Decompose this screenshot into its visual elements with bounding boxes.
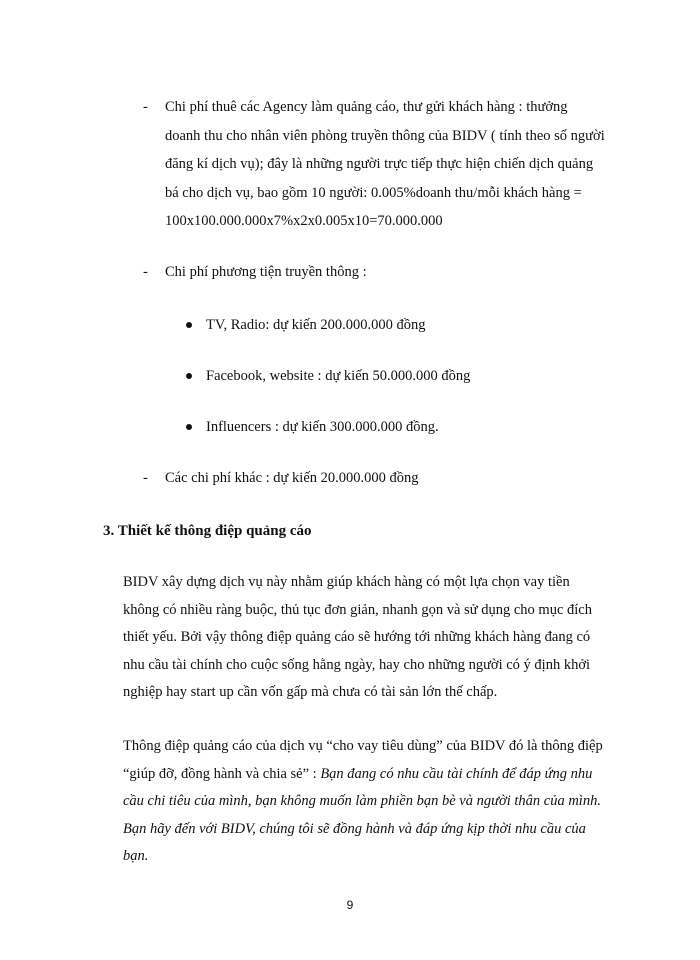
cost-item-text [165,464,605,493]
media-item-text: TV, Radio: dự kiến 200.000.000 đồng [206,317,426,333]
bullet-icon [186,424,192,430]
dash-marker: - [143,264,148,280]
section-heading: 3. Thiết kế thông điệp quảng cáo [103,523,312,539]
text-line: Các chi phí khác : dự kiến 20.000.000 đồng [165,470,419,486]
paragraph-message [123,733,603,871]
text-line: nhu cầu tài chính cho cuộc sống hằng ngày, hay cho những người có ý định khởi [123,656,591,673]
media-item-text: Influencers : dự kiến 300.000.000 đồng. [206,419,439,435]
message-quote-line: cầu chi tiêu của mình, bạn không muốn làm phiền bạn bè và người thân của mình. [123,793,601,810]
text-line: bá cho dịch vụ, bao gồm 10 người: 0.005%doanh thu/mỗi khách hàng = [165,184,582,201]
media-item-tv-radio [186,311,425,339]
text-line: không có nhiều ràng buộc, thủ tục đơn giản, nhanh gọn và sử dụng cho mục đích [123,601,592,618]
text-line: thiết yếu. Bởi vậy thông điệp quảng cáo sẽ hướng tới những khách hàng đang có [123,629,591,646]
text-line: Chi phí phương tiện truyền thông : [165,264,367,280]
text-line: Thông điệp quảng cáo của dịch vụ “cho vay tiêu dùng” của BIDV đó là thông điệp [123,738,603,754]
bullet-icon [186,373,192,379]
media-item-influencers [186,413,439,441]
dash-marker: - [143,470,148,486]
bullet-icon [186,322,192,328]
message-quote-line: Bạn hãy đến với BIDV, chúng tôi sẽ đồng hành và đáp ứng kịp thời nhu cầu của [123,820,586,837]
text-line: 100x100.000.000x7%x2x0.005x10=70.000.000 [165,213,443,229]
media-item-text: Facebook, website : dự kiến 50.000.000 đồng [206,368,471,384]
message-quote: Bạn đang có nhu cầu tài chính để đáp ứng nhu [320,765,593,782]
cost-item-text [165,93,605,236]
message-label: “giúp đỡ, đồng hành và chia sẻ” : [123,765,321,782]
text-line [123,761,593,789]
page-number: 9 [346,898,354,912]
cost-item-text [165,258,605,287]
text-line: nghiệp hay start up cần vốn gấp mà chưa có tài sản lớn thế chấp. [123,684,498,701]
dash-marker: - [143,99,148,115]
paragraph-intro [123,569,593,707]
text-line: Chi phí thuê các Agency làm quảng cáo, thư gửi khách hàng : thưởng [165,99,568,115]
media-item-facebook [186,362,470,390]
text-line: đăng kí dịch vụ); đây là những người trực tiếp thực hiện chiến dịch quảng [165,156,594,172]
text-line: BIDV xây dựng dịch vụ này nhằm giúp khách hàng có một lựa chọn vay tiền [123,574,570,590]
text-line: doanh thu cho nhân viên phòng truyền thông của BIDV ( tính theo số người [165,127,605,144]
message-quote-line: bạn. [123,848,149,865]
